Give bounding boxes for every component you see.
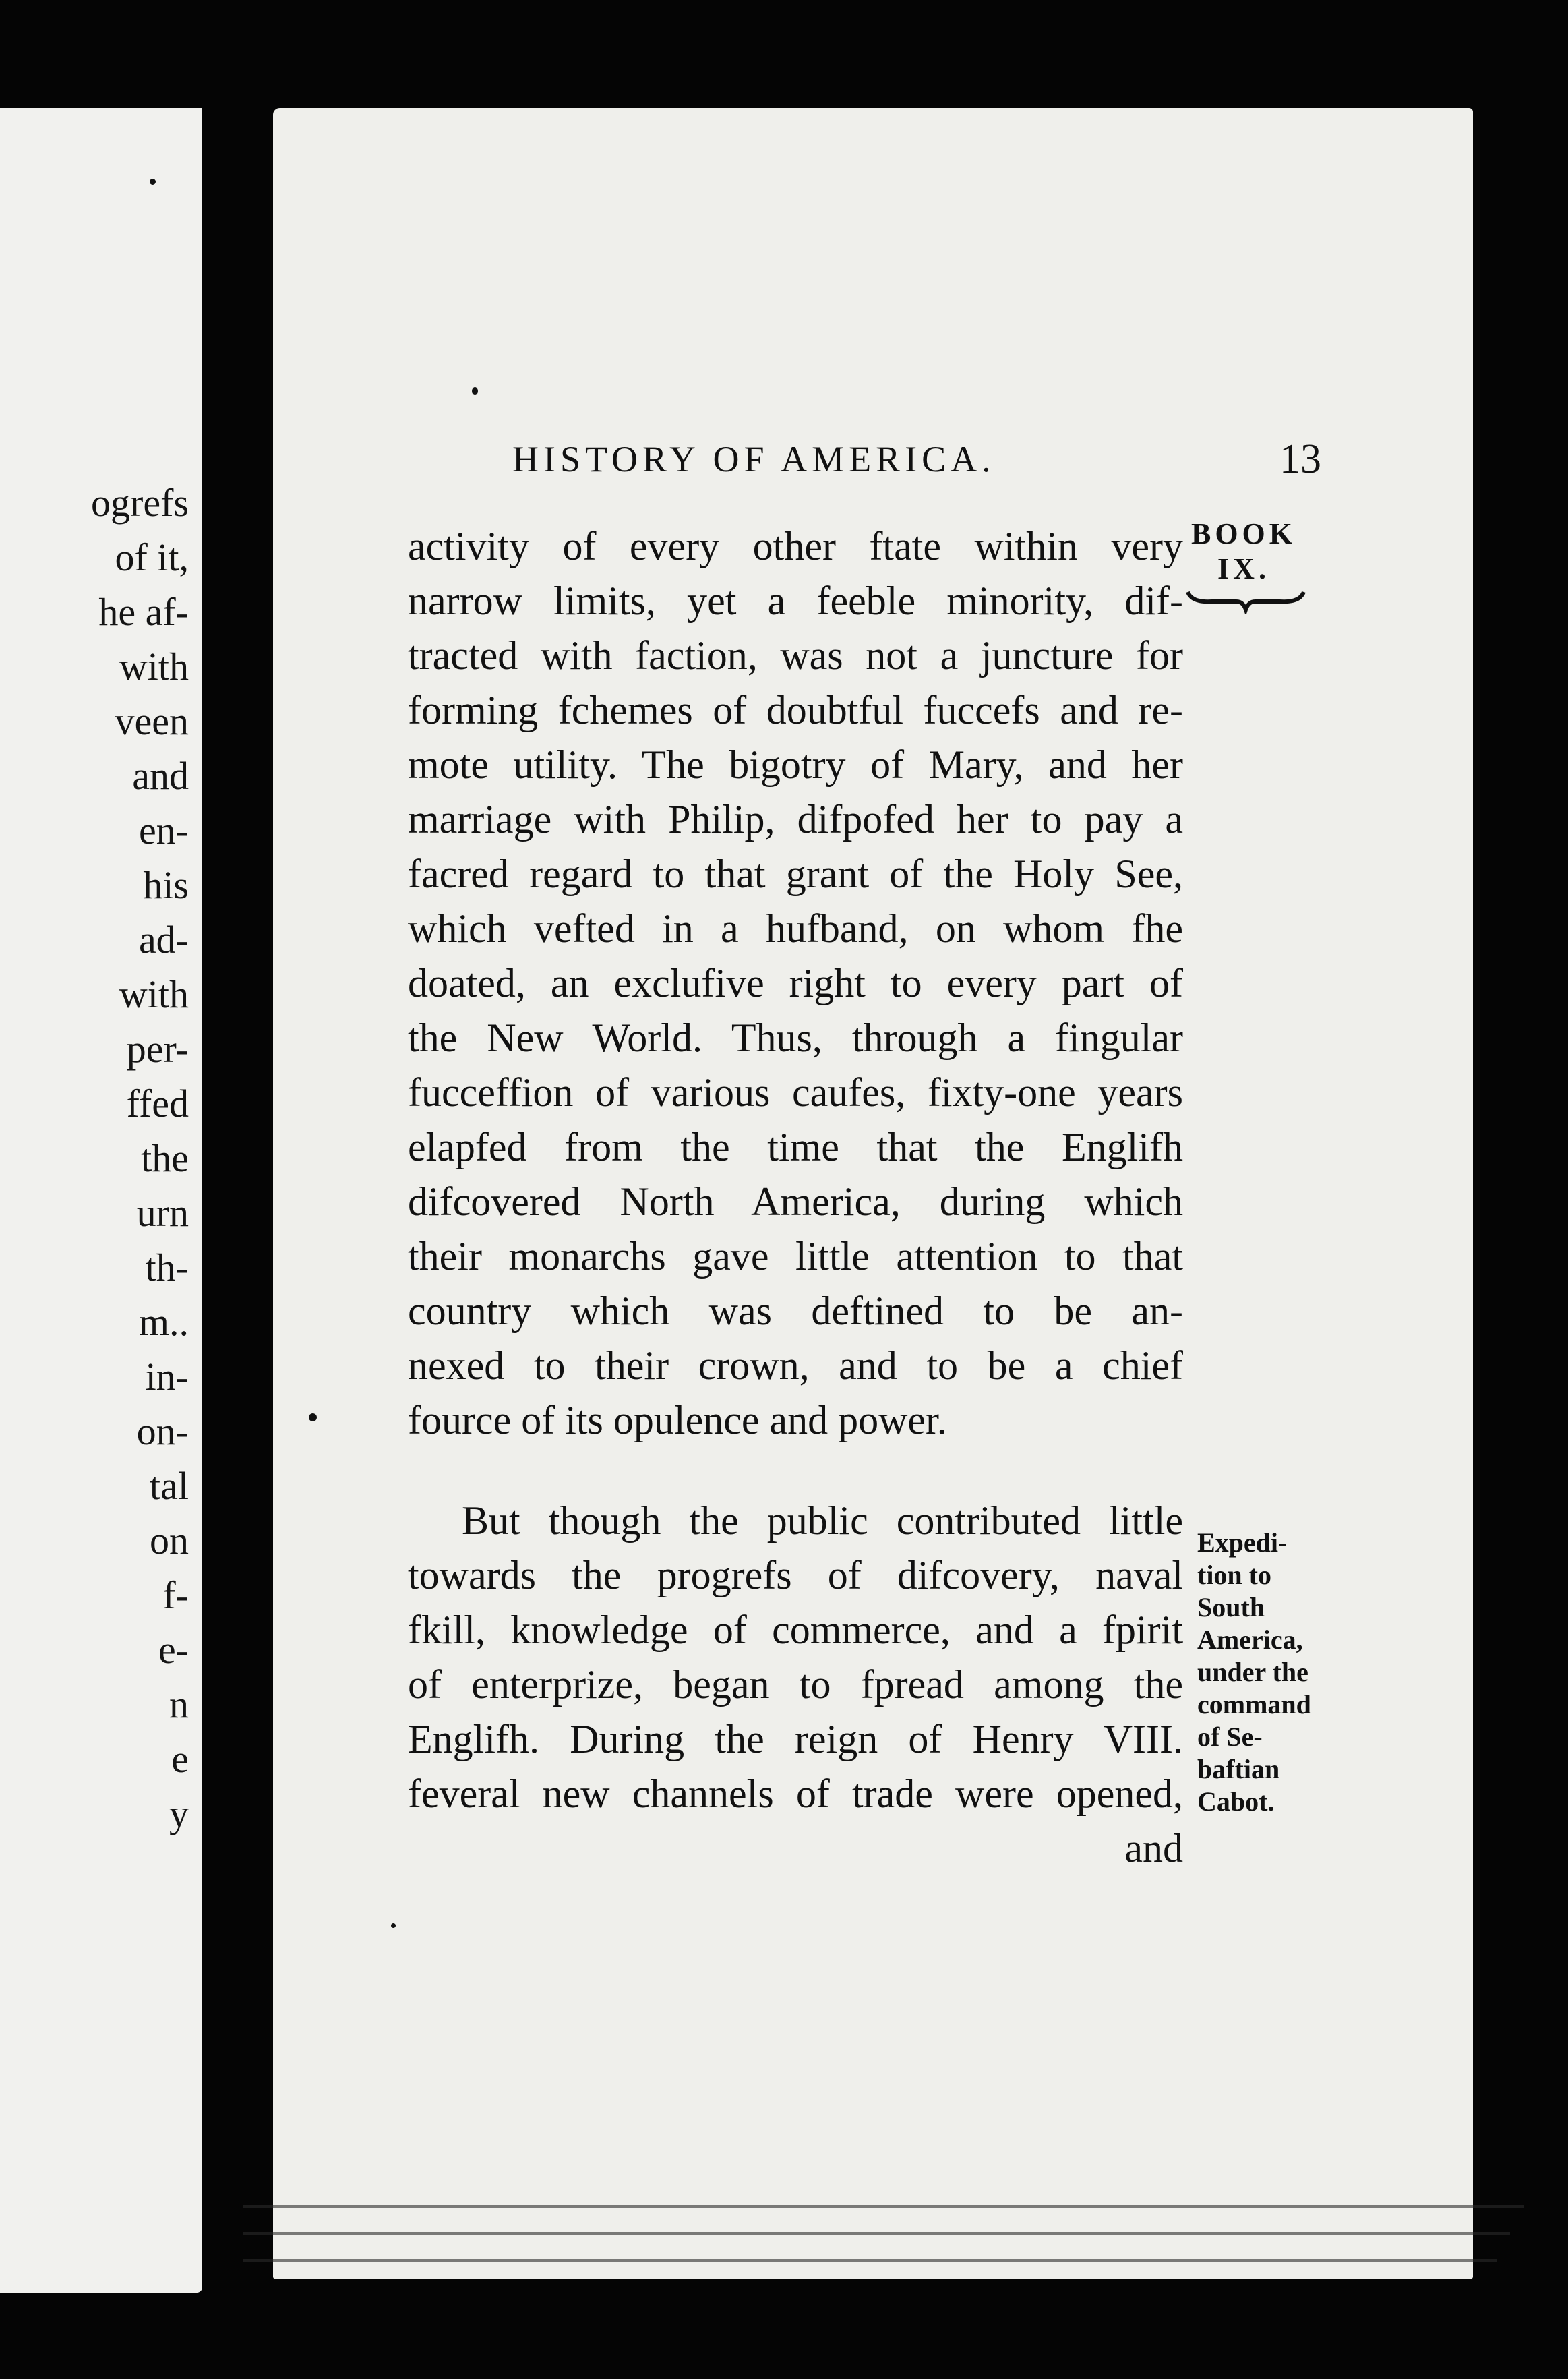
left-line-end: with [119,645,189,688]
margin-note-line: command [1197,1689,1311,1720]
margin-note-line: Cabot. [1197,1786,1275,1817]
ink-speck [150,179,156,185]
text-line: country which was deftined to be an- [408,1289,1183,1333]
left-line-end: f- [162,1573,189,1617]
text-line: Englifh. During the reign of Henry VIII. [408,1717,1183,1761]
text-line: forming fchemes of doubtful fuccefs and re- [408,688,1183,732]
left-line-end: th- [145,1245,189,1289]
running-head [512,438,1321,492]
page-edge-line [243,2232,1510,2235]
main-text [408,519,1183,1876]
running-head-title: HISTORY OF AMERICA. [512,439,996,479]
text-line: the New World. Thus, through a fingular [408,1016,1183,1060]
left-line-end: ogrefs [91,481,189,525]
margin-note-line: under the [1197,1657,1308,1687]
left-line-end: in- [145,1355,189,1399]
text-line: feveral new channels of trade were opened, [408,1771,1183,1816]
margin-note-line: South [1197,1592,1265,1622]
left-line-end: tal [150,1464,189,1508]
margin-note-line: of Se- [1197,1722,1263,1752]
left-line-end: the [141,1136,189,1180]
left-line-end: ad- [138,918,189,962]
text-line: doated, an exclufive right to every part of [408,961,1183,1005]
text-line: difcovered North America, during which [408,1179,1183,1224]
left-line-end: per- [126,1027,189,1071]
left-line-end: n [169,1682,189,1726]
ink-speck [391,1923,396,1928]
left-line-end: e- [158,1628,189,1672]
text-line: narrow limits, yet a feeble minority, dif- [408,579,1183,623]
book-number: IX. [1217,552,1270,585]
page-edge-line [243,2205,1524,2208]
text-line: fucceffion of various caufes, fixty-one years [408,1070,1183,1115]
left-line-end: on- [136,1409,189,1453]
catchword: and [1124,1826,1183,1871]
book-marker [1176,517,1311,587]
left-line-end: e [171,1737,189,1781]
text-line: tracted with faction, was not a juncture for [408,633,1183,678]
text-line: towards the progrefs of difcovery, naval [408,1553,1183,1597]
text-line: which vefted in a hufband, on whom fhe [408,906,1183,951]
text-line: fkill, knowledge of commerce, and a fpirit [408,1608,1183,1652]
left-line-end: with [119,972,189,1016]
marginal-note [1197,1527,1346,1818]
left-line-end: veen [115,699,189,743]
text-line: their monarchs gave little attention to that [408,1234,1183,1279]
brace-ornament [1185,587,1306,614]
left-line-end: ffed [126,1082,189,1125]
margin-note-line: baftian [1197,1754,1280,1784]
text-line: activity of every other ftate within very [408,524,1183,568]
margin-note-line: America, [1197,1624,1303,1655]
page-number: 13 [1279,436,1321,482]
text-line: nexed to their crown, and to be a chief [408,1343,1183,1388]
left-line-end: of it, [115,535,189,579]
page-edge-line [243,2259,1497,2262]
ink-speck [472,387,478,395]
left-page-line-ends [0,475,202,1841]
text-line: of enterprize, began to fpread among the [408,1662,1183,1707]
margin-note-line: tion to [1197,1560,1271,1590]
text-line: facred regard to that grant of the Holy See, [408,852,1183,896]
margin-note-line: Expedi- [1197,1527,1288,1558]
left-line-end: y [169,1792,189,1835]
text-line: But though the public contributed little [462,1498,1183,1543]
left-line-end: his [143,863,189,907]
left-line-end: and [132,754,189,798]
book-label: BOOK [1190,517,1297,550]
left-line-end: he af- [98,590,189,634]
left-line-end: on [150,1519,189,1562]
ink-speck [309,1413,317,1421]
text-line: marriage with Philip, difpofed her to pay a [408,797,1183,842]
left-line-end: en- [138,809,189,852]
text-line: mote utility. The bigotry of Mary, and her [408,742,1183,787]
left-line-end: m.. [138,1300,189,1344]
text-line: fource of its opulence and power. [408,1398,947,1442]
text-line: elapfed from the time that the Englifh [408,1125,1183,1169]
left-line-end: urn [136,1191,189,1235]
